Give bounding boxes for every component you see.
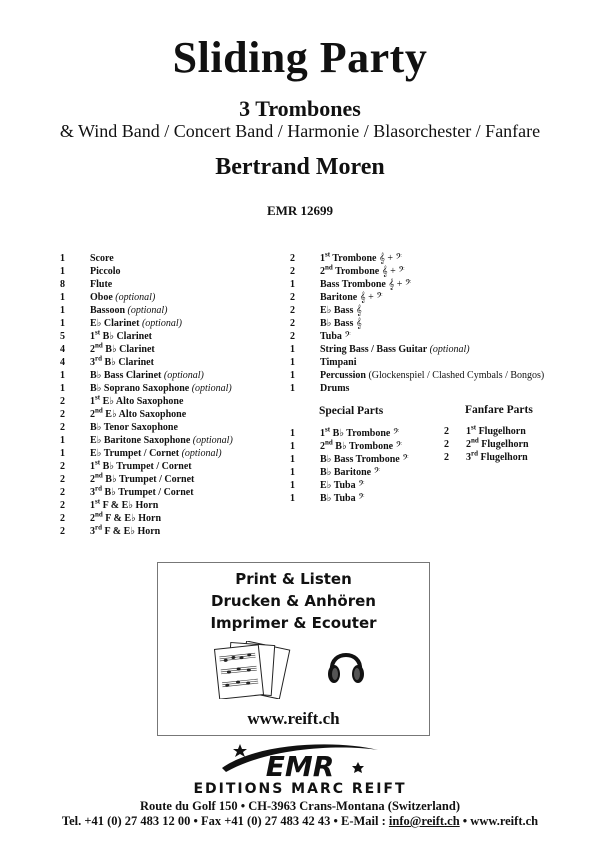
part-quantity: 2 xyxy=(60,513,65,524)
part-row xyxy=(290,479,409,492)
part-row xyxy=(290,343,544,356)
part-name: 2nd B♭ Trombone 𝄢 xyxy=(320,438,403,452)
part-row xyxy=(290,304,544,317)
part-name: B♭ Baritone 𝄢 xyxy=(320,467,381,478)
part-row xyxy=(60,525,233,538)
part-row xyxy=(60,486,233,499)
part-quantity: 2 xyxy=(60,500,65,511)
part-row xyxy=(290,466,409,479)
part-quantity: 2 xyxy=(290,292,295,303)
part-quantity: 1 xyxy=(60,383,65,394)
part-quantity: 1 xyxy=(290,357,295,368)
contact-website: • www.reift.ch xyxy=(459,814,539,828)
part-row xyxy=(60,278,233,291)
part-quantity: 1 xyxy=(60,318,65,329)
part-row xyxy=(60,265,233,278)
part-quantity: 1 xyxy=(60,448,65,459)
promo-line-print-listen: Print & Listen xyxy=(235,570,352,588)
promo-line-drucken: Drucken & Anhören xyxy=(211,592,376,610)
part-quantity: 2 xyxy=(60,461,65,472)
part-name: 2nd Flugelhorn xyxy=(466,436,529,450)
part-quantity: 2 xyxy=(290,318,295,329)
part-row xyxy=(290,356,544,369)
part-row xyxy=(290,291,544,304)
publisher-name: EDITIONS MARC REIFT xyxy=(193,781,407,797)
part-row xyxy=(290,265,544,278)
publisher-address: Route du Golf 150 • CH-3963 Crans-Montana (Switzerland) xyxy=(140,799,460,813)
parts-list-right xyxy=(290,252,544,395)
part-quantity: 1 xyxy=(60,253,65,264)
part-name: 3rd B♭ Clarinet xyxy=(90,354,154,368)
fanfare-parts-list xyxy=(444,425,529,464)
part-row xyxy=(60,330,233,343)
part-row xyxy=(444,438,529,451)
part-name: 2nd E♭ Alto Saxophone xyxy=(90,406,187,420)
part-quantity: 1 xyxy=(60,292,65,303)
part-row xyxy=(444,451,529,464)
part-quantity: 2 xyxy=(290,305,295,316)
part-name: 1st F & E♭ Horn xyxy=(90,497,159,511)
part-quantity: 2 xyxy=(60,474,65,485)
part-row xyxy=(60,369,233,382)
part-quantity: 2 xyxy=(60,487,65,498)
part-row xyxy=(290,317,544,330)
part-quantity: 1 xyxy=(290,370,295,381)
part-row xyxy=(290,492,409,505)
part-name: 3rd F & E♭ Horn xyxy=(90,523,161,537)
part-name: 3rd Flugelhorn xyxy=(466,449,528,463)
part-quantity: 2 xyxy=(60,526,65,537)
part-name: B♭ Tuba 𝄢 xyxy=(320,493,365,504)
part-name: Baritone 𝄞 + 𝄢 xyxy=(320,292,383,303)
part-quantity: 2 xyxy=(60,422,65,433)
part-name: 1st B♭ Trumpet / Cornet xyxy=(90,458,192,472)
part-row xyxy=(290,382,544,395)
part-name: Drums xyxy=(320,383,350,394)
part-name: B♭ Bass Trombone 𝄢 xyxy=(320,454,409,465)
special-parts-list xyxy=(290,427,409,505)
part-quantity: 1 xyxy=(290,428,295,439)
publisher-contact xyxy=(0,814,600,829)
part-quantity: 1 xyxy=(290,279,295,290)
part-quantity: 5 xyxy=(60,331,65,342)
part-quantity: 4 xyxy=(60,344,65,355)
contact-phone-fax: Tel. +41 (0) 27 483 12 00 • Fax +41 (0) 27 483 42 43 • E-Mail : xyxy=(61,814,389,828)
part-quantity: 1 xyxy=(290,467,295,478)
part-row xyxy=(60,343,233,356)
part-name: Percussion (Glockenspiel / Clashed Cymbals / Bongos) xyxy=(320,370,545,381)
part-name: B♭ Bass 𝄞 xyxy=(320,318,362,329)
part-name: 1st B♭ Trombone 𝄢 xyxy=(320,425,400,439)
fanfare-parts-heading: Fanfare Parts xyxy=(465,404,533,416)
part-name: Timpani xyxy=(320,357,357,368)
part-quantity: 2 xyxy=(290,253,295,264)
part-name: 1st Trombone 𝄞 + 𝄢 xyxy=(320,250,402,264)
part-name: 1st Flugelhorn xyxy=(466,423,526,437)
part-row xyxy=(290,330,544,343)
part-name: E♭ Tuba 𝄢 xyxy=(320,480,365,491)
part-name: B♭ Soprano Saxophone (optional) xyxy=(90,383,232,394)
part-name: Flute xyxy=(90,279,113,290)
composer-name: Bertrand Moren xyxy=(215,154,385,180)
part-row xyxy=(60,356,233,369)
part-row xyxy=(290,278,544,291)
emr-logo xyxy=(218,738,383,782)
part-row xyxy=(444,425,529,438)
part-name: Score xyxy=(90,253,114,264)
part-row xyxy=(290,369,544,382)
sheet-music-icon xyxy=(213,641,291,699)
part-quantity: 1 xyxy=(290,454,295,465)
part-row xyxy=(60,382,233,395)
instrumentation-subtitle: 3 Trombones xyxy=(239,96,361,121)
part-row xyxy=(290,440,409,453)
part-row xyxy=(60,408,233,421)
catalog-number: EMR 12699 xyxy=(266,203,334,218)
part-quantity: 1 xyxy=(290,344,295,355)
part-name: 2nd Trombone 𝄞 + 𝄢 xyxy=(320,263,405,277)
piece-title: Sliding Party xyxy=(172,33,428,82)
part-row xyxy=(60,291,233,304)
part-row xyxy=(60,460,233,473)
part-name: 2nd B♭ Trumpet / Cornet xyxy=(90,471,195,485)
part-quantity: 8 xyxy=(60,279,65,290)
special-parts-heading: Special Parts xyxy=(319,405,384,417)
part-row xyxy=(60,421,233,434)
part-quantity: 2 xyxy=(444,439,449,450)
promo-line-imprimer: Imprimer & Ecouter xyxy=(210,614,377,632)
part-quantity: 1 xyxy=(290,383,295,394)
headphones-icon xyxy=(326,642,366,688)
part-quantity: 1 xyxy=(290,441,295,452)
part-quantity: 1 xyxy=(60,305,65,316)
promo-website: www.reift.ch xyxy=(247,709,340,728)
part-quantity: 1 xyxy=(60,435,65,446)
part-row xyxy=(60,252,233,265)
part-name: E♭ Trumpet / Cornet (optional) xyxy=(90,448,222,459)
print-listen-box xyxy=(157,562,430,736)
part-quantity: 4 xyxy=(60,357,65,368)
part-name: Tuba 𝄢 xyxy=(320,331,351,342)
part-row xyxy=(290,427,409,440)
ensemble-list: & Wind Band / Concert Band / Harmonie / Blasorchester / Fanfare xyxy=(59,121,541,141)
part-name: Bassoon (optional) xyxy=(90,305,168,316)
part-name: 1st B♭ Clarinet xyxy=(90,328,152,342)
part-row xyxy=(60,447,233,460)
part-name: B♭ Tenor Saxophone xyxy=(90,422,178,433)
part-name: E♭ Baritone Saxophone (optional) xyxy=(90,435,233,446)
part-quantity: 1 xyxy=(290,480,295,491)
part-name: 1st E♭ Alto Saxophone xyxy=(90,393,184,407)
part-name: String Bass / Bass Guitar (optional) xyxy=(320,344,470,355)
part-quantity: 2 xyxy=(290,331,295,342)
part-row xyxy=(60,473,233,486)
part-name: Bass Trombone 𝄞 + 𝄢 xyxy=(320,279,412,290)
part-quantity: 2 xyxy=(444,452,449,463)
svg-text:EMR: EMR xyxy=(265,750,335,782)
part-quantity: 2 xyxy=(60,396,65,407)
parts-list-left xyxy=(60,252,233,538)
part-name: B♭ Bass Clarinet (optional) xyxy=(90,370,204,381)
email-link[interactable]: info@reift.ch xyxy=(388,814,460,828)
part-quantity: 2 xyxy=(60,409,65,420)
part-row xyxy=(60,317,233,330)
part-name: Oboe (optional) xyxy=(90,292,156,303)
part-row xyxy=(60,434,233,447)
part-quantity: 1 xyxy=(60,370,65,381)
part-name: Piccolo xyxy=(90,266,121,277)
part-name: 2nd B♭ Clarinet xyxy=(90,341,155,355)
part-quantity: 1 xyxy=(60,266,65,277)
part-quantity: 1 xyxy=(290,493,295,504)
part-name: E♭ Bass 𝄞 xyxy=(320,305,362,316)
part-name: 2nd F & E♭ Horn xyxy=(90,510,162,524)
part-quantity: 2 xyxy=(444,426,449,437)
part-row xyxy=(290,453,409,466)
part-row xyxy=(60,304,233,317)
part-row xyxy=(60,512,233,525)
part-name: E♭ Clarinet (optional) xyxy=(90,318,182,329)
part-quantity: 2 xyxy=(290,266,295,277)
part-row xyxy=(60,499,233,512)
part-name: 3rd B♭ Trumpet / Cornet xyxy=(90,484,194,498)
part-row xyxy=(60,395,233,408)
